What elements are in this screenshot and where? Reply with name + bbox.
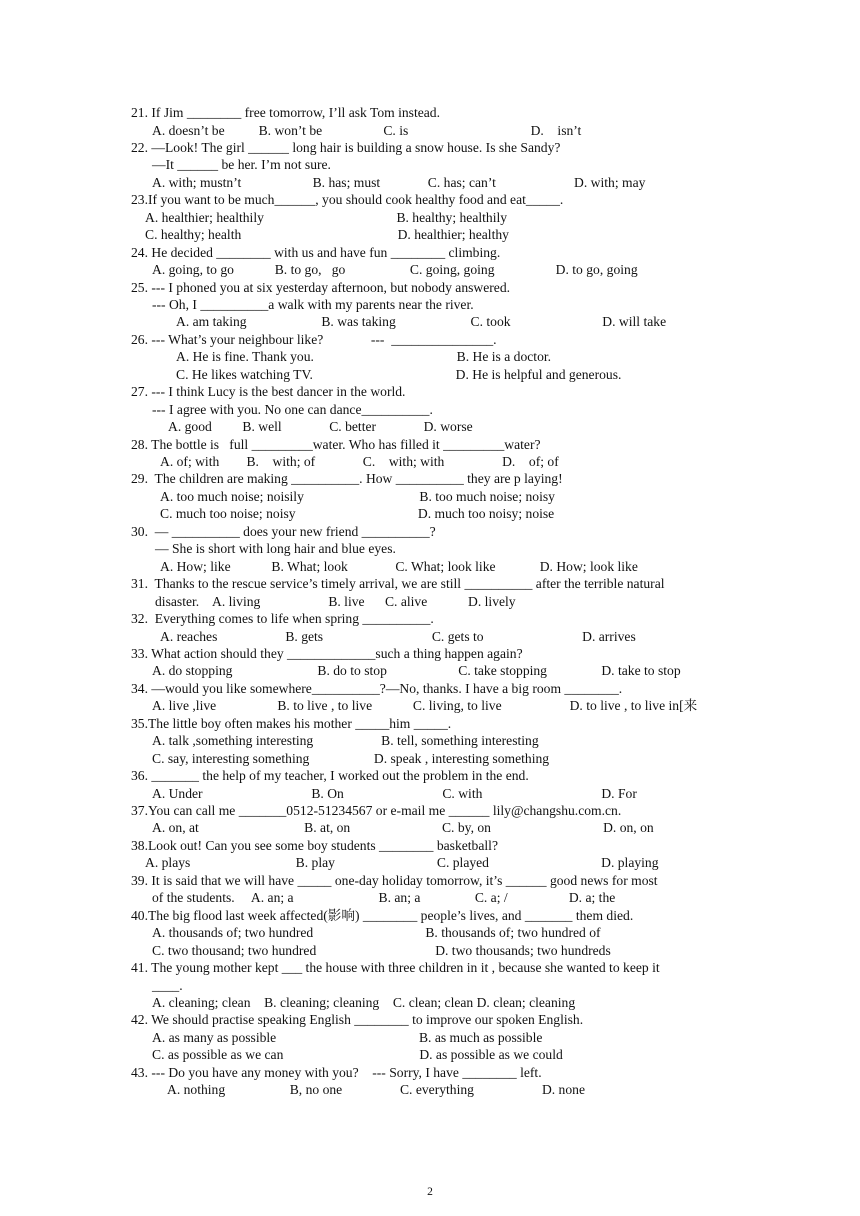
question-line: A. cleaning; clean B. cleaning; cleaning C. clean; clean D. clean; cleaning xyxy=(152,994,576,1010)
question-stem: 39. It is said that we will have _____ one-day holiday tomorrow, it’s ______ good news for most xyxy=(131,872,658,888)
question-stem: 27. --- I think Lucy is the best dancer in the world. xyxy=(131,384,406,400)
question-line: --- Oh, I __________a walk with my parents near the river. xyxy=(152,296,474,312)
question-stem: 26. --- What’s your neighbour like? --- _______________. xyxy=(131,331,497,347)
question-line: C. much too noise; noisy D. much too noisy; noise xyxy=(160,506,555,522)
question-line: disaster. A. living B. live C. alive D. lively xyxy=(155,593,516,609)
question-line: A. He is fine. Thank you. B. He is a doctor. xyxy=(176,349,552,365)
question-line: of the students. A. an; a B. an; a C. a; / D. a; the xyxy=(152,890,616,906)
question-line: A. nothing B, no one C. everything D. none xyxy=(167,1082,585,1098)
question-stem: 43. --- Do you have any money with you? --- Sorry, I have ________ left. xyxy=(131,1064,542,1080)
question-stem: 36. _______ the help of my teacher, I worked out the problem in the end. xyxy=(131,768,529,784)
question-line: A. healthier; healthily B. healthy; healthily xyxy=(145,209,508,225)
question-line: C. as possible as we can D. as possible as we could xyxy=(152,1047,563,1063)
question-stem: 23.If you want to be much______, you should cook healthy food and eat_____. xyxy=(131,192,564,208)
question-stem: 22. —Look! The girl ______ long hair is building a snow house. Is she Sandy? xyxy=(131,139,561,155)
question-stem: 28. The bottle is full _________water. Who has filled it _________water? xyxy=(131,436,541,452)
question-line: ____. xyxy=(152,977,183,993)
question-line: A. reaches B. gets C. gets to D. arrives xyxy=(160,628,636,644)
question-line: C. two thousand; two hundred D. two thousands; two hundreds xyxy=(152,942,611,958)
question-stem: 31. Thanks to the rescue service’s timely arrival, we are still __________ after the terrible natural xyxy=(131,576,665,592)
question-line: A. too much noise; noisily B. too much noise; noisy xyxy=(160,488,555,504)
question-line: --- I agree with you. No one can dance__________. xyxy=(152,401,433,417)
question-stem: 42. We should practise speaking English ________ to improve our spoken English. xyxy=(131,1012,584,1028)
question-stem: 21. If Jim ________ free tomorrow, I’ll ask Tom instead. xyxy=(131,105,441,120)
question-line: C. He likes watching TV. D. He is helpful and generous. xyxy=(176,366,622,382)
question-line: — She is short with long hair and blue eyes. xyxy=(155,541,396,557)
question-line: A. of; with B. with; of C. with; with D. of; of xyxy=(160,454,559,469)
question-line: —It ______ be her. I’m not sure. xyxy=(152,157,331,173)
question-line: A. doesn’t be B. won’t be C. is D. isn’t xyxy=(152,122,582,138)
question-line: A. as many as possible B. as much as possible xyxy=(152,1029,543,1045)
question-stem: 37.You can call me _______0512-51234567 or e-mail me ______ lily@changshu.com.cn. xyxy=(131,803,622,818)
question-line: A. on, at B. at, on C. by, on D. on, on xyxy=(152,820,654,836)
question-stem: 29. The children are making __________. How __________ they are p laying! xyxy=(131,471,563,487)
question-line: A. with; mustn’t B. has; must C. has; can’t D. with; may xyxy=(152,174,646,190)
question-line: A. Under B. On C. with D. For xyxy=(152,785,637,801)
question-stem: 34. —would you like somewhere__________?—No, thanks. I have a big room ________. xyxy=(131,680,623,696)
question-line: A. How; like B. What; look C. What; look like D. How; look like xyxy=(160,558,638,574)
question-line: A. do stopping B. do to stop C. take stopping D. take to stop xyxy=(152,663,681,679)
question-line: A. going, to go B. to go, go C. going, going D. to go, going xyxy=(152,262,638,277)
question-line: A. thousands of; two hundred B. thousands of; two hundred of xyxy=(152,925,601,941)
question-stem: 25. --- I phoned you at six yesterday afternoon, but nobody answered. xyxy=(131,279,511,295)
question-line: A. live ,live B. to live , to live C. living, to live D. to live , to live in[来 xyxy=(152,698,698,714)
question-stem: 32. Everything comes to life when spring __________. xyxy=(131,611,434,626)
question-line: A. good B. well C. better D. worse xyxy=(168,419,473,435)
page-number: 2 xyxy=(427,1186,433,1198)
question-line: C. healthy; health D. healthier; healthy xyxy=(145,227,509,243)
question-stem: 35.The little boy often makes his mother _____him _____. xyxy=(131,715,452,731)
question-line: A. talk ,something interesting B. tell, something interesting xyxy=(152,733,539,749)
question-stem: 33. What action should they _____________such a thing happen again? xyxy=(131,645,523,661)
question-stem: 38.Look out! Can you see some boy students ________ basketball? xyxy=(131,837,498,853)
question-stem: 30. — __________ does your new friend __________? xyxy=(131,523,436,539)
question-stem: 41. The young mother kept ___ the house with three children in it , because she wanted to keep it xyxy=(131,960,660,975)
question-line: C. say, interesting something D. speak , interesting something xyxy=(152,750,550,766)
question-stem: 40.The big flood last week affected(影响) ________ people’s lives, and _______ them died. xyxy=(131,907,634,923)
question-line: A. am taking B. was taking C. took D. will take xyxy=(176,314,667,330)
question-line: A. plays B. play C. played D. playing xyxy=(145,855,659,871)
question-stem: 24. He decided ________ with us and have fun ________ climbing. xyxy=(131,244,501,260)
